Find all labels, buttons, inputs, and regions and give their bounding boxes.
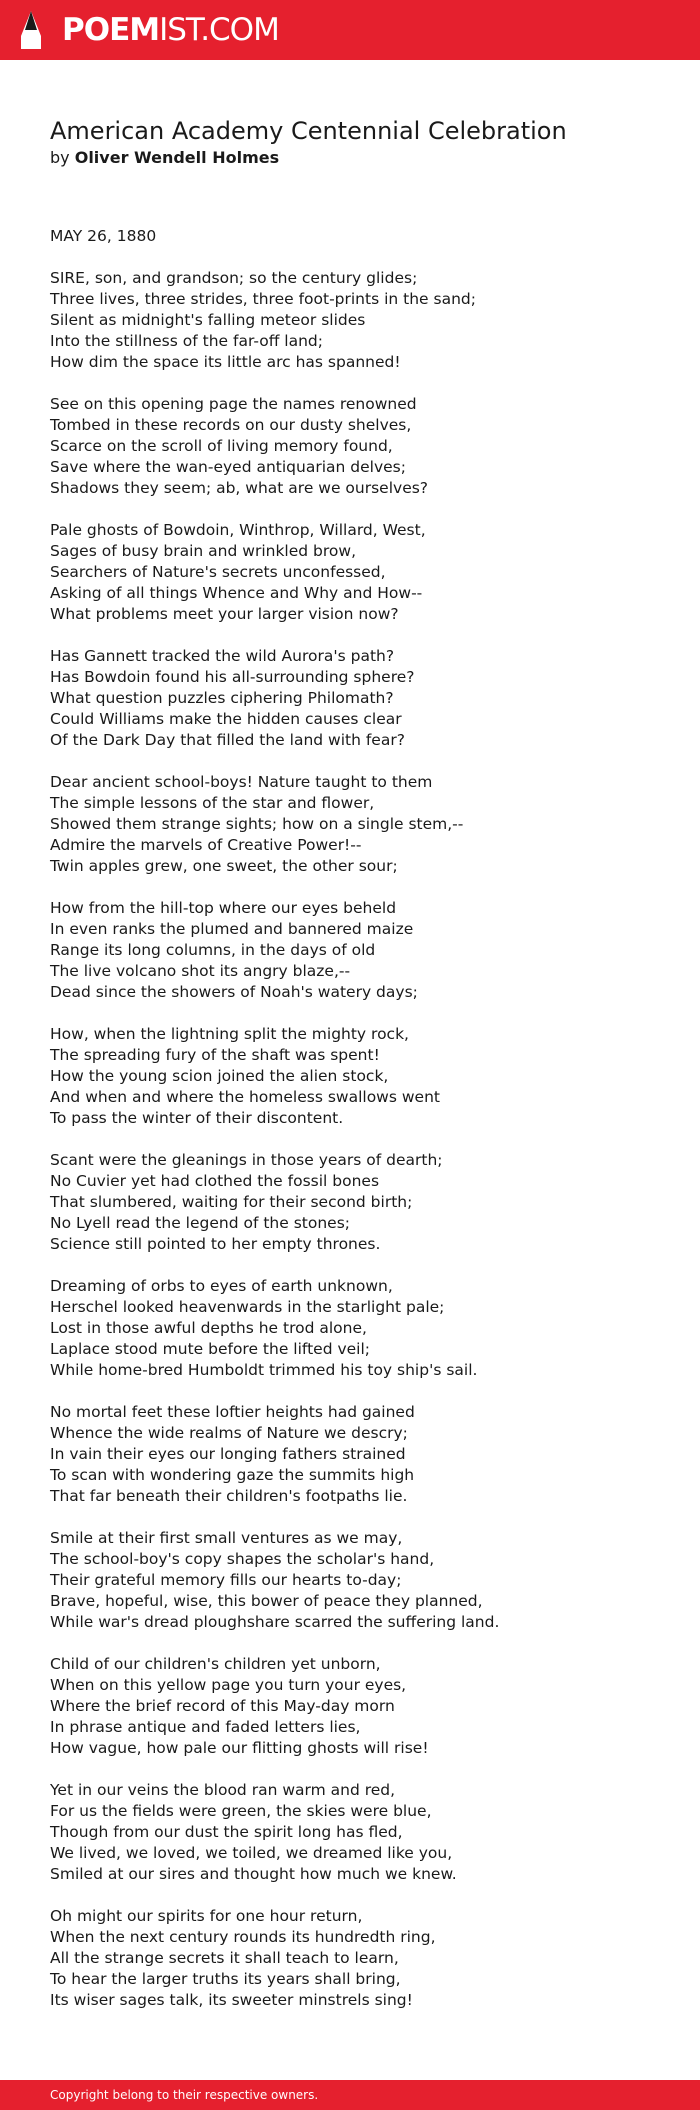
poem-line: When the next century rounds its hundredth ring,: [50, 1928, 436, 1946]
poem-line: The school-boy's copy shapes the scholar's hand,: [50, 1550, 435, 1568]
poem-line: We lived, we loved, we toiled, we dreamed like you,: [50, 1844, 453, 1862]
stanza: [50, 1528, 660, 1633]
poem-line: Tombed in these records on our dusty shelves,: [50, 416, 412, 434]
poem-line: In vain their eyes our longing fathers strained: [50, 1445, 406, 1463]
poem-line: See on this opening page the names renowned: [50, 395, 417, 413]
poem-line: To hear the larger truths its years shall bring,: [50, 1970, 401, 1988]
poem-line: In even ranks the plumed and bannered maize: [50, 920, 414, 938]
stanza: [50, 1024, 660, 1129]
poem-line: Asking of all things Whence and Why and How--: [50, 584, 423, 602]
poem-line: Scarce on the scroll of living memory found,: [50, 437, 393, 455]
poem-line: Child of our children's children yet unborn,: [50, 1655, 381, 1673]
poem-line: While home-bred Humboldt trimmed his toy ship's sail.: [50, 1361, 478, 1379]
poem-content: [50, 116, 660, 2032]
poem-line: Where the brief record of this May-day morn: [50, 1697, 395, 1715]
poem-line: Smile at their first small ventures as we may,: [50, 1529, 403, 1547]
poem-line: Dear ancient school-boys! Nature taught to them: [50, 773, 433, 791]
stanza: [50, 772, 660, 877]
stanza: [50, 394, 660, 499]
poem-line: How vague, how pale our flitting ghosts will rise!: [50, 1739, 429, 1757]
site-logo-link[interactable]: [62, 11, 279, 49]
poem-line: Smiled at our sires and thought how much we knew.: [50, 1865, 457, 1883]
poem-line: Dreaming of orbs to eyes of earth unknown,: [50, 1277, 393, 1295]
poem-line: No mortal feet these loftier heights had gained: [50, 1403, 415, 1421]
poem-line: Lost in those awful depths he trod alone,: [50, 1319, 367, 1337]
poem-line: Range its long columns, in the days of old: [50, 941, 376, 959]
poem-line: Scant were the gleanings in those years of dearth;: [50, 1151, 443, 1169]
poem-line: What problems meet your larger vision now?: [50, 605, 399, 623]
stanza: [50, 1150, 660, 1255]
poem-line: While war's dread ploughshare scarred the suffering land.: [50, 1613, 500, 1631]
logo-bold-text: POEM: [62, 12, 160, 48]
poem-line: Sages of busy brain and wrinkled brow,: [50, 542, 356, 560]
poem-line: Its wiser sages talk, its sweeter minstrels sing!: [50, 1991, 413, 2009]
poem-line: Showed them strange sights; how on a single stem,--: [50, 815, 464, 833]
poem-line: Shadows they seem; ab, what are we ourselves?: [50, 479, 429, 497]
poem-line: How the young scion joined the alien stock,: [50, 1067, 389, 1085]
stanza: [50, 1276, 660, 1381]
footer-copyright: Copyright belong to their respective owners.: [50, 2088, 319, 2102]
poem-line: Though from our dust the spirit long has fled,: [50, 1823, 403, 1841]
poem-line: How from the hill-top where our eyes beheld: [50, 899, 397, 917]
poem-line: What question puzzles ciphering Philomath?: [50, 689, 394, 707]
poem-line: Their grateful memory fills our hearts to-day;: [50, 1571, 402, 1589]
site-header: [0, 0, 700, 60]
author-link[interactable]: Oliver Wendell Holmes: [74, 148, 280, 167]
byline: [50, 146, 660, 170]
poem-line: To pass the winter of their discontent.: [50, 1109, 344, 1127]
stanza: [50, 1402, 660, 1507]
poem-line: No Cuvier yet had clothed the fossil bones: [50, 1172, 380, 1190]
stanza: [50, 646, 660, 751]
poem-line: To scan with wondering gaze the summits high: [50, 1466, 415, 1484]
logo-light-text: IST.COM: [159, 12, 279, 48]
poem-line: Has Gannett tracked the wild Aurora's path?: [50, 647, 395, 665]
poem-date: MAY 26, 1880: [50, 227, 157, 245]
poem-line: That slumbered, waiting for their second birth;: [50, 1193, 413, 1211]
poem-line: Of the Dark Day that filled the land with fear?: [50, 731, 405, 749]
stanza: [50, 1654, 660, 1759]
site-footer: [0, 2080, 700, 2110]
poem-line: And when and where the homeless swallows went: [50, 1088, 440, 1106]
poem-line: Brave, hopeful, wise, this bower of peace they planned,: [50, 1592, 483, 1610]
poem-line: Searchers of Nature's secrets unconfessed,: [50, 563, 386, 581]
stanza: [50, 268, 660, 373]
poem-line: Save where the wan-eyed antiquarian delves;: [50, 458, 406, 476]
poem-line: How dim the space its little arc has spanned!: [50, 353, 401, 371]
poem-line: Silent as midnight's falling meteor slides: [50, 311, 366, 329]
poem-line: When on this yellow page you turn your eyes,: [50, 1676, 407, 1694]
poem-line: The spreading fury of the shaft was spent!: [50, 1046, 380, 1064]
poem-line: Herschel looked heavenwards in the starlight pale;: [50, 1298, 445, 1316]
poem-line: Twin apples grew, one sweet, the other sour;: [50, 857, 398, 875]
poem-line: SIRE, son, and grandson; so the century glides;: [50, 269, 418, 287]
poem-line: Yet in our veins the blood ran warm and red,: [50, 1781, 396, 1799]
by-label: by: [50, 148, 70, 167]
poem-line: Could Williams make the hidden causes clear: [50, 710, 402, 728]
poem-line: Oh might our spirits for one hour return,: [50, 1907, 363, 1925]
poem-line: Three lives, three strides, three foot-prints in the sand;: [50, 290, 476, 308]
poem-line: That far beneath their children's footpaths lie.: [50, 1487, 408, 1505]
poem-line: Pale ghosts of Bowdoin, Winthrop, Willard, West,: [50, 521, 426, 539]
stanza: [50, 520, 660, 625]
poem-line: No Lyell read the legend of the stones;: [50, 1214, 350, 1232]
stanza: [50, 898, 660, 1003]
poem-line: For us the fields were green, the skies were blue,: [50, 1802, 432, 1820]
poem-title: American Academy Centennial Celebration: [50, 117, 567, 145]
poem-line: Whence the wide realms of Nature we descry;: [50, 1424, 408, 1442]
poem-line: Admire the marvels of Creative Power!--: [50, 836, 362, 854]
poem-line: Into the stillness of the far-off land;: [50, 332, 323, 350]
pen-nib-icon: [18, 10, 44, 50]
poem-line: How, when the lightning split the mighty rock,: [50, 1025, 409, 1043]
stanza: [50, 1906, 660, 2011]
poem-line: Dead since the showers of Noah's watery days;: [50, 983, 418, 1001]
poem-line: The live volcano shot its angry blaze,--: [50, 962, 351, 980]
poem-line: In phrase antique and faded letters lies,: [50, 1718, 361, 1736]
poem-line: Laplace stood mute before the lifted veil;: [50, 1340, 371, 1358]
poem-line: Has Bowdoin found his all-surrounding sphere?: [50, 668, 415, 686]
stanza: [50, 1780, 660, 1885]
poem-line: Science still pointed to her empty thrones.: [50, 1235, 381, 1253]
poem-line: The simple lessons of the star and flower,: [50, 794, 375, 812]
poem-body: [50, 268, 660, 2011]
poem-line: All the strange secrets it shall teach to learn,: [50, 1949, 399, 1967]
